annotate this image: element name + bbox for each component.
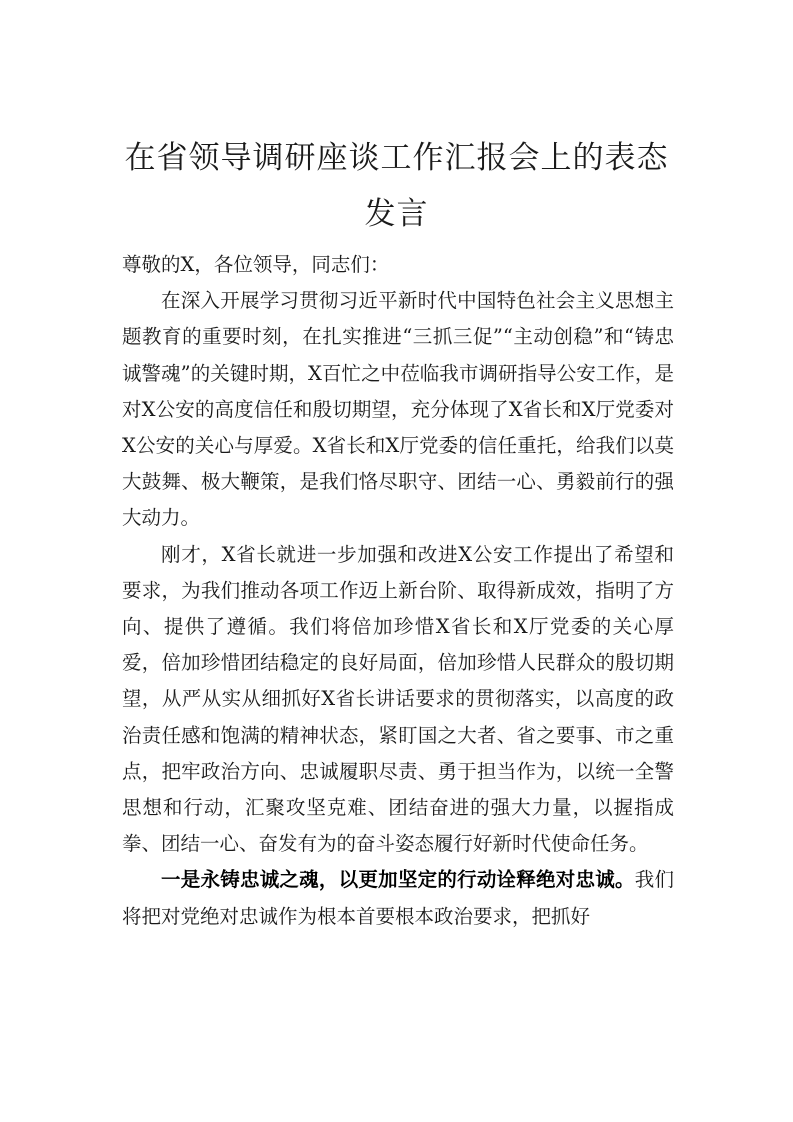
document-title: 在省领导调研座谈工作汇报会上的表态发言	[124, 140, 669, 232]
section-one-paragraph	[122, 862, 674, 934]
section-one-heading: 一是永铸忠诚之魂，以更加坚定的行动诠释绝对忠诚。	[161, 868, 635, 892]
paragraph-opening: 在深入开展学习贯彻习近平新时代中国特色社会主义思想主题教育的重要时刻，在扎实推进“三抓三促”“主动创稳”和“铸忠诚警魂”的关键时期，X百忙之中莅临我市调研指导公安工作，是对X公安的高度信任和殷切期望，充分体现了X省长和X厅党委对X公安的关心与厚爱。X省长和X厅党委的信任重托，给我们以莫大鼓舞、极大鞭策，是我们恪尽职守、团结一心、勇毅前行的强大动力。	[122, 289, 674, 530]
section-one-text: 我们将把对党绝对忠诚作为根本首要根本政治要求，把抓好	[122, 868, 674, 928]
salutation: 尊敬的X，各位领导，同志们：	[122, 253, 390, 276]
document-body	[122, 247, 674, 935]
paragraph-response: 刚才，X省长就进一步加强和改进X公安工作提出了希望和要求，为我们推动各项工作迈上新台阶、取得新成效，指明了方向、提供了遵循。我们将倍加珍惜X省长和X厅党委的关心厚爱，倍加珍惜团结稳定的良好局面，倍加珍惜人民群众的殷切期望，从严从实从细抓好X省长讲话要求的贯彻落实，以高度的政治责任感和饱满的精神状态，紧盯国之大者、省之要事、市之重点，把牢政治方向、忠诚履职尽责、勇于担当作为，以统一全警思想和行动，汇聚攻坚克难、团结奋进的强大力量，以握指成拳、团结一心、奋发有为的奋斗姿态履行好新时代使命任务。	[122, 542, 674, 856]
